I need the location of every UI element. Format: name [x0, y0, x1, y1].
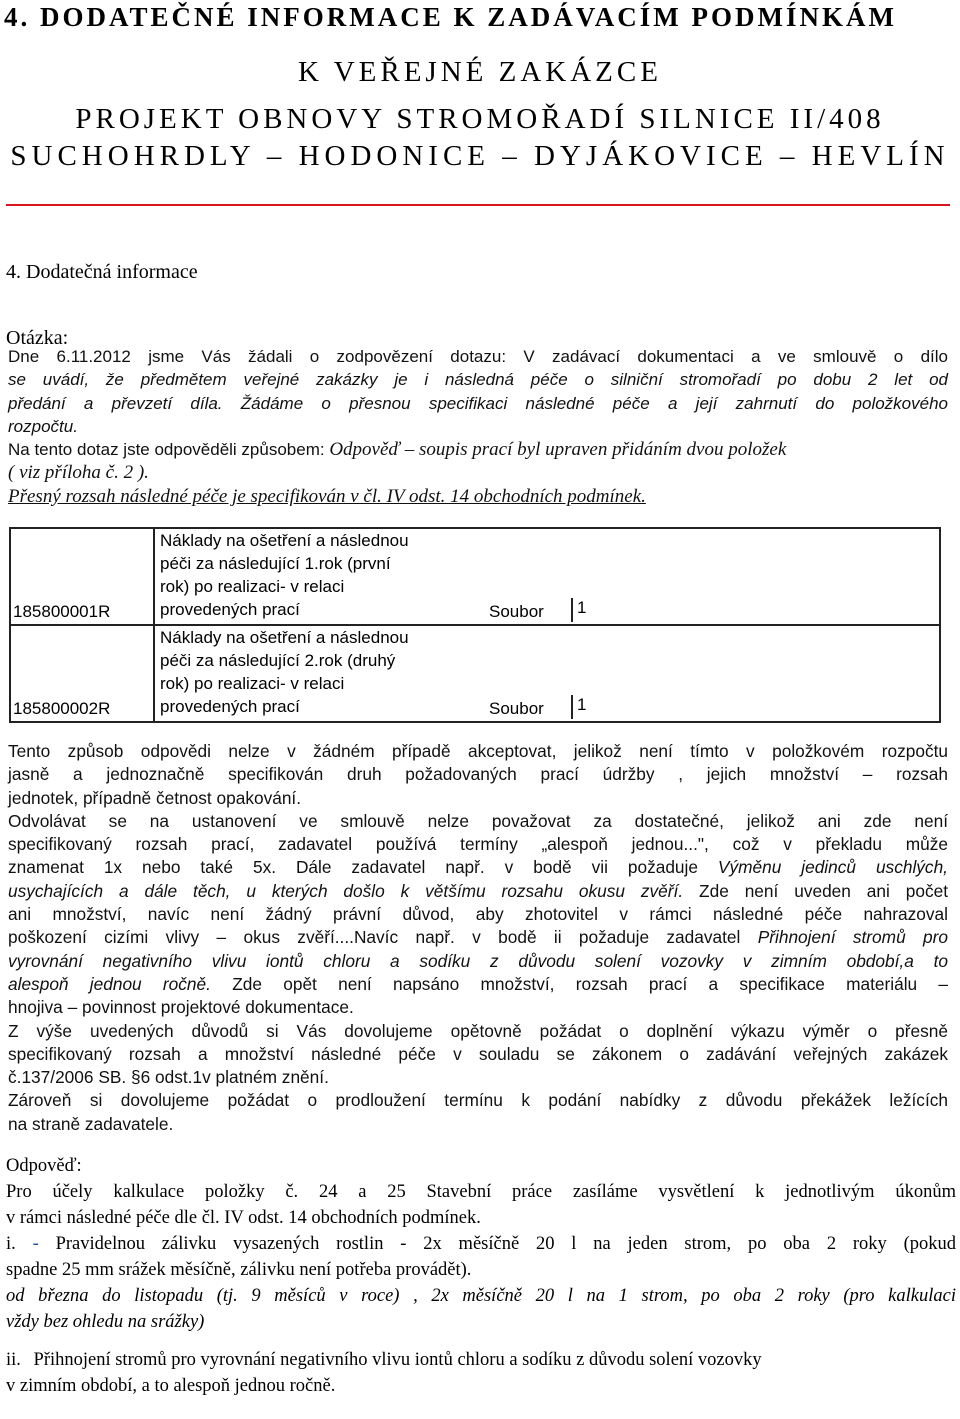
question-line-2: se uvádí, že předmětem veřejné zakázky je i následná péče o silniční stromořadí po dobu 2 let od — [8, 370, 948, 390]
body-p3-line: Zároveň si dovolujeme požádat o prodloužení termínu k podání nabídky z důvodu překážek ležících — [8, 1090, 948, 1111]
item-description-line: péči za následující 1.rok (první — [160, 554, 391, 573]
item-description-line: Náklady na ošetření a následnou — [160, 628, 409, 647]
answer-label: Odpověď: — [6, 1156, 82, 1176]
body-p2-line: ani množství, navíc není žádný právní důvod, aby zhotovitel v rámci následné péče nahrazoval — [8, 904, 948, 925]
body-p2-text: poškození cizími vlivy – okus zvěří....Navíc např. v bodě ii požaduje zadavatel — [8, 927, 758, 948]
body-p1-line: jasně a jednoznačně specifikován druh požadovaných prací údržby , jejich množství – rozsah — [8, 764, 948, 785]
body-p2-line: Odvolávat se na ustanovení ve smlouvě nelze považovat za dostatečné, jelikož ani zde není — [8, 810, 948, 831]
body-p3-line: č.137/2006 SB. §6 odst.1v platném znění. — [8, 1067, 329, 1088]
header-title-line-3: PROJEKT OBNOVY STROMOŘADÍ SILNICE II/408 — [75, 103, 885, 135]
question-line-4: rozpočtu. — [8, 416, 78, 436]
answered-text: Odpověď – soupis prací byl upraven přidáním dvou položek — [329, 439, 787, 461]
item-description-line: rok) po realizaci- v relaci — [160, 674, 345, 693]
header-title-line-2: K VEŘEJNÉ ZAKÁZCE — [298, 56, 662, 88]
answer-item-i — [6, 1231, 956, 1257]
header-divider — [6, 204, 950, 206]
answer-item-i-note-2: vždy bez ohledu na srážky) — [6, 1312, 205, 1332]
body-p3-line: na straně zadavatele. — [8, 1113, 174, 1134]
item-description-line: Náklady na ošetření a následnou — [160, 531, 409, 550]
objection-scan — [8, 740, 948, 1136]
answer-intro-2: v rámci následné péče dle čl. IV odst. 14 obchodních podmínek. — [6, 1208, 481, 1228]
body-p2-line: specifikovaný rozsah prací, zadavatel používá termíny „alespoň jednou...", což v překladu může — [8, 834, 948, 855]
body-p2-italic: Výměnu jedinců uschlých, — [717, 857, 948, 878]
body-p2-italic: Přihnojení stromů pro — [757, 927, 948, 948]
table-row — [11, 624, 939, 721]
table-row — [11, 529, 939, 624]
answer-intro-1: Pro účely kalkulace položky č. 24 a 25 Stavební práce zasíláme vysvětlení k jednotlivým úkonům — [6, 1182, 956, 1202]
item-i-marker: i. — [6, 1234, 16, 1254]
body-p2-line — [8, 973, 948, 996]
item-description-line: rok) po realizaci- v relaci — [160, 577, 345, 596]
answered-text-2: ( viz příloha č. 2 ). — [8, 462, 149, 484]
item-description-line: provedených prací — [160, 600, 300, 619]
body-p2-italic: usychajících a dále těch, u kterých došlo k většímu rozsahu okusu zvěří. — [8, 880, 684, 901]
body-p2-italic: alespoň jednou ročně. — [8, 973, 211, 994]
answer-item-ii-2: v zimním období, a to alespoň jednou ročně. — [6, 1376, 336, 1396]
answer-item-i-note-1: od března do listopadu (tj. 9 měsíců v roce) , 2x měsíčně 20 l na 1 strom, po oba 2 roky (pro kalkulaci — [6, 1286, 956, 1306]
item-code: 185800001R — [13, 602, 111, 621]
item-code: 185800002R — [13, 699, 111, 718]
question-line-3: předání a převzetí díla. Žádáme o přesnou specifikaci následné péče a její zahrnutí do položkového — [8, 393, 948, 413]
section-title: 4. Dodatečná informace — [6, 261, 198, 283]
item-quantity: 1 — [571, 598, 586, 622]
question-line-1-text: Dne 6.11.2012 jsme Vás žádali o zodpovězení dotazu: V zadávací dokumentaci a ve smlouvě o dílo — [8, 347, 948, 366]
precise-scope-line: Přesný rozsah následné péče je specifikován v čl. IV odst. 14 obchodních podmínek. — [8, 485, 646, 507]
item-quantity: 1 — [571, 695, 586, 719]
answer-item-i-2: spadne 25 mm srážek měsíčně, zálivku není potřeba provádět). — [6, 1260, 472, 1280]
body-p3-line: specifikovaný rozsah a množství následné péče v souladu se zákonem o zadávání veřejných zakázek — [8, 1043, 948, 1064]
body-p2-line — [8, 856, 948, 879]
items-table — [9, 527, 941, 723]
body-p1-line: jednotek, případně četnost opakování. — [8, 787, 302, 808]
item-ii-text: Přihnojení stromů pro vyrovnání negativního vlivu iontů chloru a sodíku z důvodu solení vozovky — [33, 1350, 762, 1370]
answered-prefix: Na tento dotaz jste odpověděli způsobem: — [8, 440, 325, 460]
body-p1-line: Tento způsob odpovědi nelze v žádném případě akceptovat, jelikož není tímto v položkovém rozpočtu — [8, 741, 948, 761]
answered-line — [8, 438, 948, 461]
header-number: 4. — [4, 2, 31, 32]
question-scan — [8, 345, 948, 508]
item-i-dash: - — [32, 1234, 39, 1254]
body-p3-line: Z výše uvedených důvodů si Vás dovolujeme opětovně požádat o doplnění výkazu výměr o přesně — [8, 1020, 948, 1041]
body-p2-line: vyrovnání negativního vlivu iontů chloru a sodíku z důvodu solení vozovky v zimním období,a to — [8, 950, 948, 971]
item-unit: Soubor — [489, 602, 544, 621]
item-description-line: péči za následující 2.rok (druhý — [160, 651, 396, 670]
answer-section — [6, 1153, 956, 1399]
body-p2-text: znamenat 1x nebo také 5x. Dále zadavatel např. v bodě vii požaduje — [8, 857, 718, 878]
body-p2-line — [8, 880, 948, 903]
body-p2-line: hnojiva – povinnost projektové dokumentace. — [8, 997, 354, 1018]
body-p2-text: Zde není uveden ani počet — [683, 880, 949, 901]
question-line-1 — [8, 345, 948, 368]
question-label: Otázka: — [6, 327, 69, 349]
item-unit: Soubor — [489, 699, 544, 718]
header-title-line-1 — [4, 2, 960, 33]
header-line-1-text: DODATEČNÉ INFORMACE K ZADÁVACÍM PODMÍNKÁM — [40, 2, 897, 32]
item-description — [153, 626, 490, 721]
header-title-line-4: SUCHOHRDLY – HODONICE – DYJÁKOVICE – HEVLÍN — [10, 140, 950, 172]
item-description-line: provedených prací — [160, 697, 300, 716]
item-i-text: Pravidelnou zálivku vysazených rostlin - 2x měsíčně 20 l na jeden strom, po oba 2 roky (pokud — [55, 1234, 957, 1254]
body-p2-text: Zde opět není napsáno množství, rozsah prací a specifikace materiálu – — [210, 973, 948, 994]
answer-item-ii — [6, 1347, 956, 1373]
body-p2-line — [8, 926, 948, 949]
item-description — [153, 529, 490, 624]
item-ii-marker: ii. — [6, 1350, 21, 1370]
